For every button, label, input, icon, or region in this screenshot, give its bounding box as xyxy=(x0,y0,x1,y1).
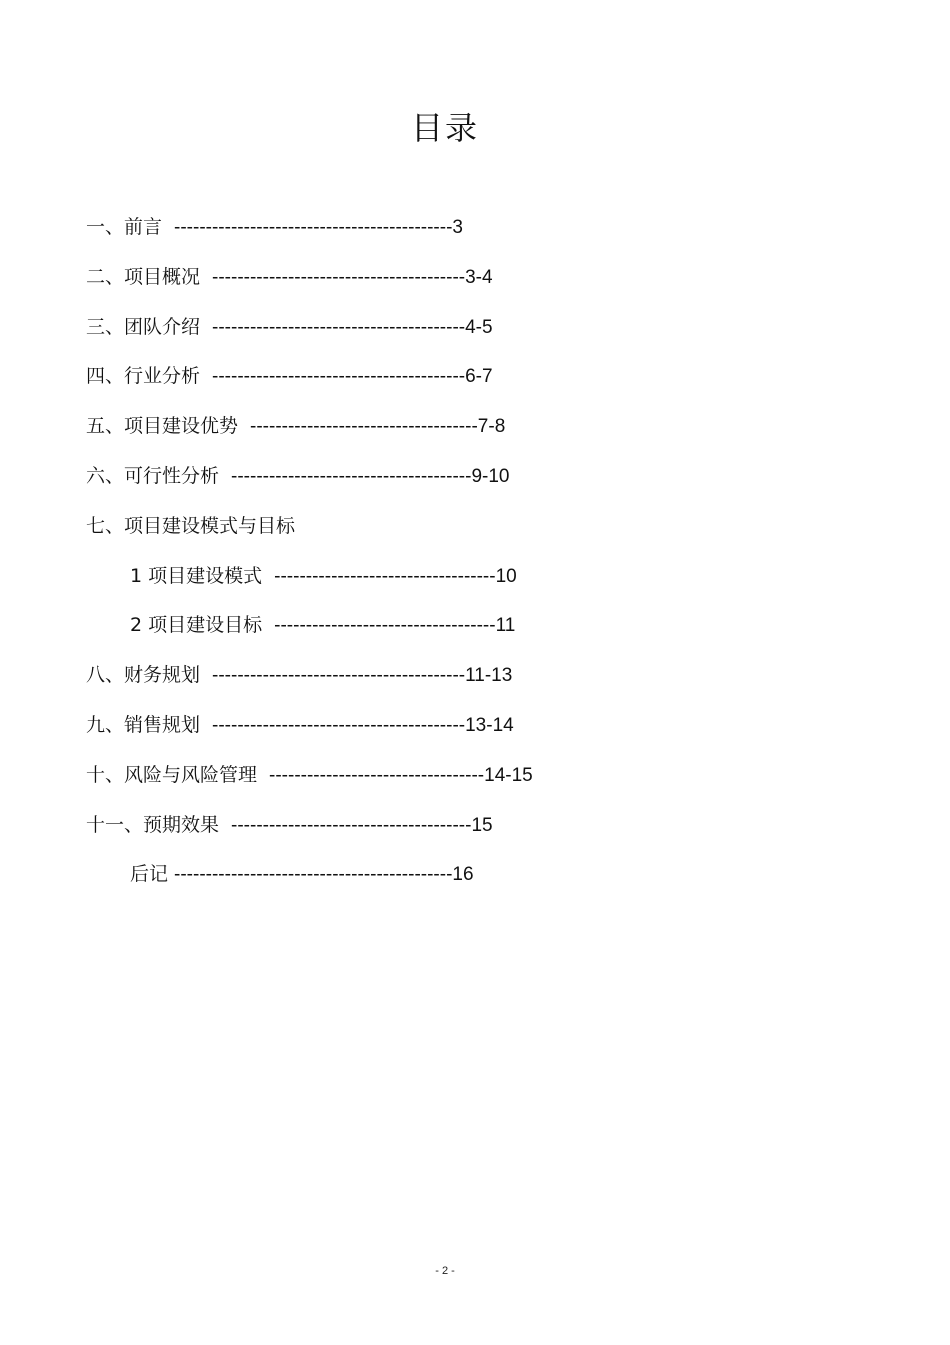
toc-leader: -------------------------------------- xyxy=(231,465,472,487)
toc-leader: -------------------------------------------- xyxy=(174,864,453,886)
toc-entry-finance[interactable] xyxy=(86,656,786,706)
toc-entry-preface[interactable] xyxy=(86,208,786,258)
toc-entry-afterword[interactable] xyxy=(86,855,786,905)
toc-page: 11-13 xyxy=(465,665,513,687)
toc-label: 九、销售规划 xyxy=(86,713,201,736)
toc-entry-model-and-goals[interactable] xyxy=(86,507,786,557)
toc-label: 三、团队介绍 xyxy=(86,315,201,338)
toc-page: 7-8 xyxy=(477,416,506,438)
toc-label: 2 项目建设目标 xyxy=(130,614,263,637)
toc-leader: -------------------------------------------- xyxy=(174,217,453,238)
toc-page: 4-5 xyxy=(465,316,493,338)
toc-label: 五、项目建设优势 xyxy=(86,415,239,438)
toc-leader: ------------------------------------ xyxy=(250,416,478,438)
toc-page: 9-10 xyxy=(471,465,510,487)
toc-label: 1 项目建设模式 xyxy=(130,564,263,587)
toc-page: 14-15 xyxy=(484,764,533,786)
toc-leader: ----------------------------------- xyxy=(274,615,496,637)
toc-leader: ----------------------------------- xyxy=(274,565,496,587)
toc-leader: ---------------------------------------- xyxy=(212,665,466,687)
toc-entry-advantages[interactable] xyxy=(86,407,786,457)
toc-entry-risk[interactable] xyxy=(86,756,786,806)
toc-leader: ---------------------------------------- xyxy=(212,266,466,288)
toc-entry-team[interactable] xyxy=(86,308,786,358)
toc-page: 16 xyxy=(452,864,474,886)
toc-label: 十、风险与风险管理 xyxy=(86,763,258,786)
toc-page: 13-14 xyxy=(465,714,514,736)
page-number: - 2 - xyxy=(435,1265,455,1277)
toc-entry-industry[interactable] xyxy=(86,357,786,407)
toc-entry-build-model[interactable] xyxy=(86,557,786,607)
toc-leader: -------------------------------------- xyxy=(231,814,472,836)
toc-leader: ---------------------------------------- xyxy=(212,714,466,736)
toc-entry-build-goals[interactable] xyxy=(86,606,786,656)
toc-entry-feasibility[interactable] xyxy=(86,457,786,507)
toc-entry-overview[interactable] xyxy=(86,258,786,308)
toc-label: 后记 xyxy=(130,863,169,886)
toc-leader: ---------------------------------------- xyxy=(212,316,466,338)
page-title: 目录 xyxy=(410,109,479,147)
toc-entry-sales[interactable] xyxy=(86,706,786,756)
toc-page: 11 xyxy=(495,615,516,637)
toc-label: 六、可行性分析 xyxy=(86,464,220,487)
toc-page: 10 xyxy=(495,565,517,587)
toc-page: 6-7 xyxy=(465,366,493,388)
toc-label: 八、财务规划 xyxy=(86,664,201,687)
toc-page: 15 xyxy=(471,814,493,836)
table-of-contents xyxy=(86,208,786,905)
toc-page: 3 xyxy=(452,217,463,238)
toc-label: 四、行业分析 xyxy=(86,365,201,388)
toc-label: 十一、预期效果 xyxy=(86,813,220,836)
toc-entry-expected-effect[interactable] xyxy=(86,806,786,856)
toc-leader: ---------------------------------------- xyxy=(212,366,466,388)
toc-label: 一、前言 xyxy=(86,216,163,238)
toc-label: 二、项目概况 xyxy=(86,265,201,288)
toc-label: 七、项目建设模式与目标 xyxy=(86,514,296,537)
toc-leader: ---------------------------------- xyxy=(269,764,485,786)
toc-page: 3-4 xyxy=(465,266,493,288)
